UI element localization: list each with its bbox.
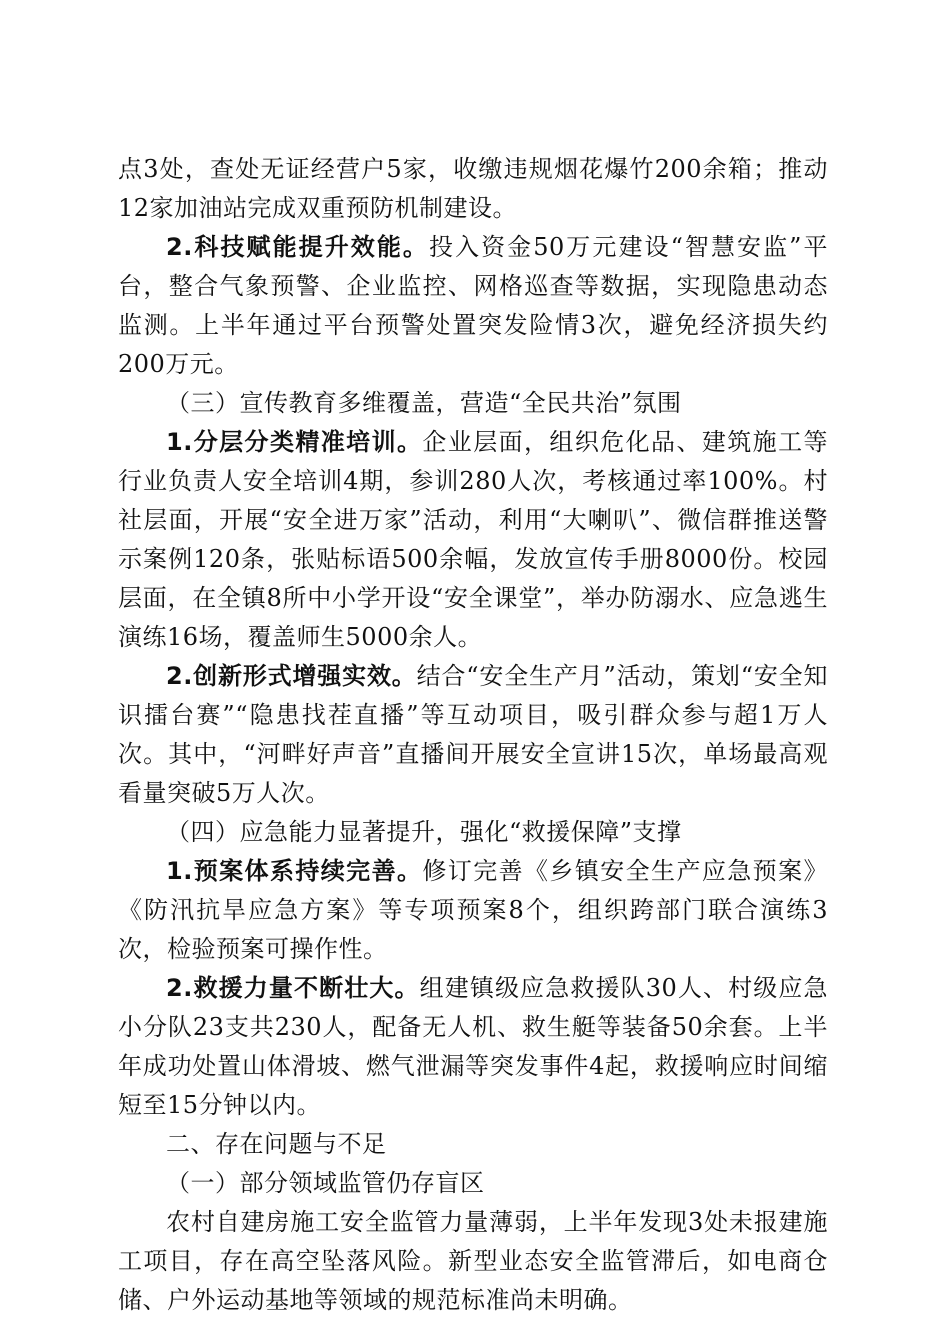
paragraph-lead: 1.分层分类精准培训。 (166, 428, 423, 456)
paragraph-text: 结合“安全生产月”活动，策划“安全知识擂台赛”“隐患找茬直播”等互动项目，吸引群众参与超1万人次。其中，“河畔好声音”直播间开展安全宣讲15次，单场最高观看量突破5万人次。 (118, 662, 828, 807)
paragraph-text: 组建镇级应急救援队30人、村级应急小分队23支共230人，配备无人机、救生艇等装备50余套。上半年成功处置山体滑坡、燃气泄漏等突发事件4起，救援响应时间缩短至15分钟以内。 (118, 974, 828, 1119)
paragraph-text: 投入资金50万元建设“智慧安监”平台，整合气象预警、企业监控、网格巡查等数据，实现隐患动态监测。上半年通过平台预警处置突发险情3次，避免经济损失约200万元。 (118, 233, 828, 378)
body-paragraph: 农村自建房施工安全监管力量薄弱，上半年发现3处未报建施工项目，存在高空坠落风险。新型业态安全监管滞后，如电商仓储、户外运动基地等领域的规范标准尚未明确。 (118, 1208, 828, 1314)
document-page (118, 150, 828, 1320)
body-paragraph (118, 969, 828, 1125)
body-paragraph (118, 423, 828, 657)
paragraph-text: 修订完善《乡镇安全生产应急预案》《防汛抗旱应急方案》等专项预案8个，组织跨部门联合演练3次，检验预案可操作性。 (118, 857, 828, 963)
body-paragraph (118, 228, 828, 384)
section-subheading: （三）宣传教育多维覆盖，营造“全民共治”氛围 (166, 389, 682, 417)
paragraph-lead: 2.创新形式增强实效。 (166, 662, 417, 690)
section-heading: 二、存在问题与不足 (166, 1130, 387, 1158)
section-subheading: （四）应急能力显著提升，强化“救援保障”支撑 (166, 818, 682, 846)
paragraph-text: 企业层面，组织危化品、建筑施工等行业负责人安全培训4期，参训280人次，考核通过率100%。村社层面，开展“安全进万家”活动，利用“大喇叭”、微信群推送警示案例120条，张贴标语500余幅，发放宣传手册8000份。校园层面，在全镇8所中小学开设“安全课堂”，举办防溺水、应急逃生演练16场，覆盖师生5000余人。 (118, 428, 828, 651)
paragraph-lead: 2.救援力量不断壮大。 (166, 974, 420, 1002)
body-paragraph (118, 657, 828, 813)
paragraph-lead: 1.预案体系持续完善。 (166, 857, 423, 885)
body-paragraph (118, 852, 828, 969)
paragraph-lead: 2.科技赋能提升效能。 (166, 233, 429, 261)
body-paragraph: 点3处，查处无证经营户5家，收缴违规烟花爆竹200余箱；推动12家加油站完成双重预防机制建设。 (118, 155, 828, 222)
section-subheading: （一）部分领域监管仍存盲区 (166, 1169, 485, 1197)
